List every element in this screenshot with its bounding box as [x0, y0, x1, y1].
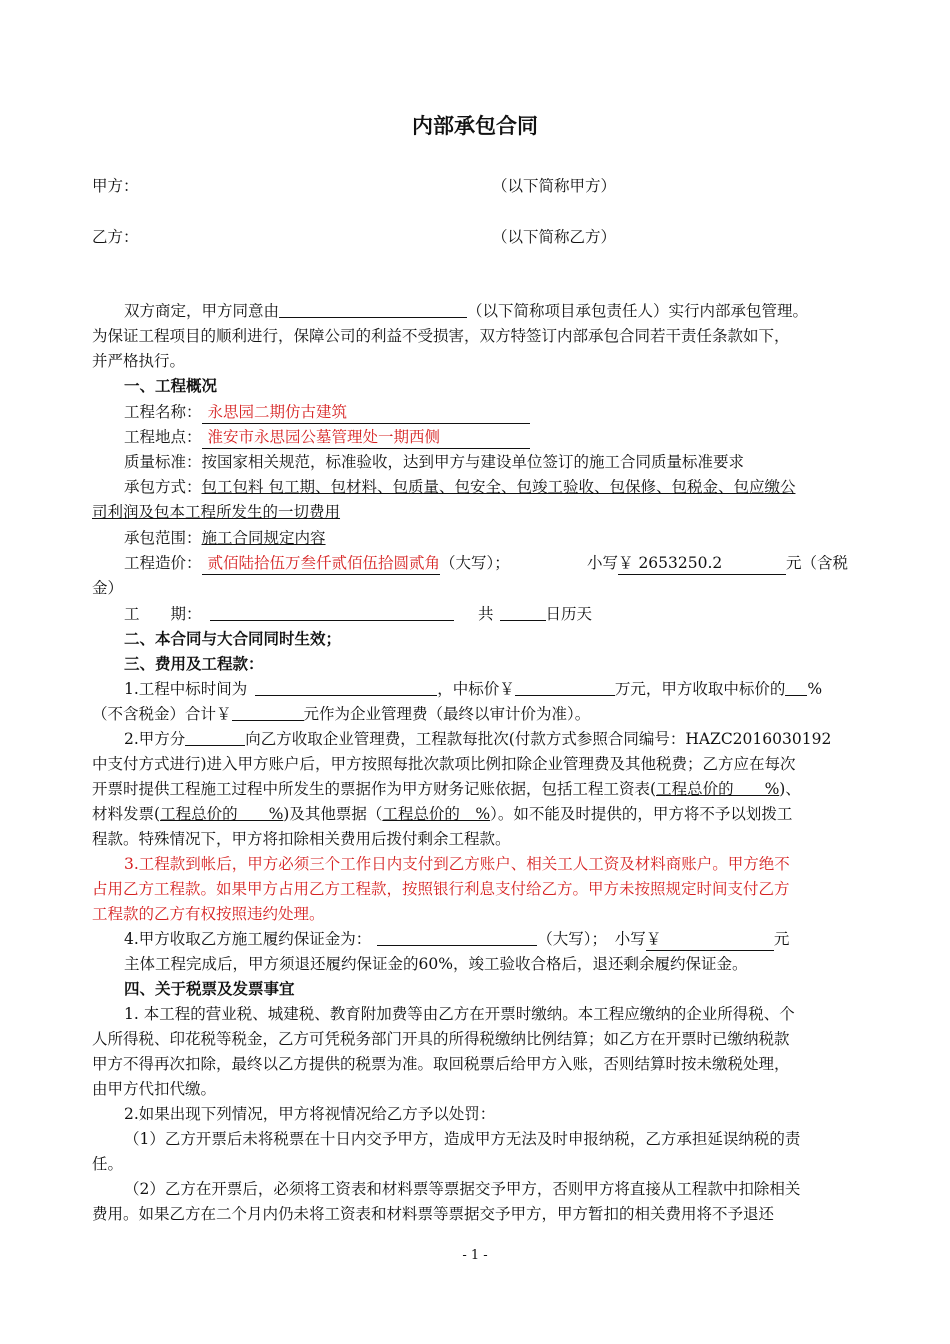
s3-p2-line-5: 程款。特殊情况下，甲方将扣除相关费用后拨付剩余工程款。 — [92, 830, 511, 848]
section-1-heading: 一、工程概况 — [124, 377, 218, 395]
s3-p1-e: （不含税金）合计￥ — [92, 705, 232, 723]
intro-line-1 — [124, 300, 808, 322]
s4-p1-line-2: 人所得税、印花税等税金，乙方可凭税务部门开具的所得税缴纳比例结算；如乙方在开票时已缴纳税款 — [92, 1030, 790, 1048]
period-label: 工 期： — [124, 605, 202, 623]
s4-p2-1-line-1: （1）乙方开票后未将税票在十日内交予甲方，造成甲方无法及时申报纳税，乙方承担延误纳税的责 — [124, 1130, 801, 1148]
s3-p2-a: 2.甲方分 — [124, 730, 186, 748]
cost-small-label: 小写 — [587, 554, 619, 572]
s3-p4-a: 4.甲方收取乙方施工履约保证金为： — [124, 930, 372, 948]
cost-small-row — [587, 552, 848, 575]
s4-p1-line-1: 1. 本工程的营业税、城建税、教育附加费等由乙方在开票时缴纳。本工程应缴纳的企业所得税、个 — [124, 1005, 795, 1023]
scope-label: 承包范围： — [124, 529, 202, 547]
section-3-heading: 三、费用及工程款： — [124, 655, 264, 673]
project-name-value: 永思园二期仿古建筑 — [202, 401, 530, 424]
cost-tax-note: （含税 — [801, 554, 849, 572]
s3-p2-f: )、 — [779, 780, 801, 798]
s3-p2-line-3 — [92, 778, 801, 800]
period-blank — [210, 604, 454, 621]
project-name-row — [124, 401, 530, 424]
s3-p2-line-1 — [124, 728, 831, 750]
project-site-value: 淮安市永思园公墓管理处一期西侧 — [202, 426, 530, 449]
project-site-label: 工程地点： — [124, 428, 202, 446]
cost-tax-note-2: 金） — [92, 579, 124, 597]
deposit-small-blank: ￥ — [646, 928, 774, 951]
period-row — [124, 603, 454, 625]
s3-p2-k: ）。如不能及时提供的，甲方将不予以划拨工 — [490, 805, 793, 823]
s4-p2-2-line-1: （2）乙方在开票后，必须将工资表和材料票等票据交予甲方，否则甲方将直接从工程款中扣除相关 — [124, 1180, 801, 1198]
s3-p2-d: 开票时提供工程施工过程中所发生的票据作为甲方财务记账依据，包括工程工资表( — [92, 780, 657, 798]
installments-blank — [185, 729, 245, 746]
intro-text-b: （以下简称项目承包责任人）实行内部承包管理。 — [467, 302, 809, 320]
project-site-row — [124, 426, 530, 449]
s4-p2-1-line-2: 任。 — [92, 1155, 124, 1173]
s3-p2-line-2: 中支付方式进行)进入甲方账户后，甲方按照每批次款项比例扣除企业管理费及其他税费；乙方应在每次 — [92, 755, 796, 773]
cost-unit: 元 — [786, 554, 802, 572]
s3-p1-d: % — [807, 680, 823, 698]
s3-p2-line-4 — [92, 803, 792, 825]
responsible-person-blank — [279, 301, 467, 318]
s3-p3-line-2: 占用乙方工程款。如果甲方占用乙方工程款，按照银行利息支付给乙方。甲方未按照规定时间支付乙方 — [92, 880, 790, 898]
deposit-words-blank — [377, 929, 537, 946]
party-a-label: 甲方： — [92, 177, 139, 195]
contract-mode-row — [124, 476, 795, 498]
scope-row — [124, 527, 326, 549]
s3-p1-f: 元作为企业管理费（最终以审计价为准）。 — [303, 705, 591, 723]
s3-p1-a: 1.工程中标时间为 — [124, 680, 248, 698]
cost-words-note: （大写）； — [440, 554, 510, 572]
party-b-label: 乙方： — [92, 228, 139, 246]
s4-p2: 2.如果出现下列情况，甲方将视情况给乙方予以处罚： — [124, 1105, 496, 1123]
cost-label: 工程造价： — [124, 554, 202, 572]
document-title: 内部承包合同 — [412, 114, 538, 138]
intro-line-2: 为保证工程项目的顺利进行，保障公司的利益不受损害，双方特签订内部承包合同若干责任条款如下， — [92, 327, 790, 345]
cost-row — [124, 552, 510, 575]
s3-p3-line-3: 工程款的乙方有权按照违约处理。 — [92, 905, 325, 923]
fee-percent-blank — [785, 679, 807, 696]
cost-words: 贰佰陆拾伍万叁仟贰佰伍拾圆贰角 — [202, 552, 441, 575]
fee-total-blank — [232, 704, 304, 721]
s3-p4-line-2: 主体工程完成后，甲方须退还履约保证金的60%，竣工验收合格后，退还剩余履约保证金。 — [124, 955, 748, 973]
intro-line-3: 并严格执行。 — [92, 352, 186, 370]
period-days-label: 日历天 — [545, 605, 593, 623]
s3-p2-b: 向乙方收取企业管理费，工程款每批次(付款方式参照合同编号：HAZC2016030192 — [245, 730, 832, 748]
cost-small-value: ￥ 2653250.2 — [618, 552, 786, 575]
s3-p1-line-2 — [92, 703, 590, 725]
period-total-label: 共 — [478, 605, 494, 623]
s4-p1-line-3: 甲方不得再次扣除，最终以乙方提供的税票为准。取回税票后给甲方入账，否则结算时按未缴税处理， — [92, 1055, 790, 1073]
s3-p2-e: 工程总价的 % — [656, 780, 780, 798]
period-total-row — [478, 603, 592, 625]
period-days-blank — [500, 604, 546, 621]
contract-mode-value-1: 包工包料 包工期、包材料、包质量、包安全、包竣工验收、包保修、包税金、包应缴公 — [201, 478, 796, 496]
quality-standard: 质量标准：按国家相关规范，标准验收，达到甲方与建设单位签订的施工合同质量标准要求 — [124, 453, 745, 471]
s3-p4-b: （大写）； 小写 — [537, 930, 646, 948]
contract-mode-label: 承包方式： — [124, 478, 202, 496]
scope-value: 施工合同规定内容 — [201, 529, 326, 547]
s3-p2-i: )及其他票据（ — [283, 805, 383, 823]
bid-price-blank — [515, 679, 615, 696]
party-a-note: （以下简称甲方） — [492, 177, 617, 195]
s3-p1-b: ，中标价￥ — [437, 680, 515, 698]
s3-p2-g: 材料发票( — [92, 805, 161, 823]
s3-p2-j: 工程总价的 % — [382, 805, 491, 823]
s3-p3-line-1: 3.工程款到帐后，甲方必须三个工作日内支付到乙方账户、相关工人工资及材料商账户。甲方绝不 — [124, 855, 790, 873]
s3-p2-h: 工程总价的 % — [160, 805, 284, 823]
s3-p1-line-1 — [124, 678, 822, 700]
bid-date-blank — [255, 679, 437, 696]
s4-p2-2-line-2: 费用。如果乙方在二个月内仍未将工资表和材料票等票据交予甲方，甲方暂扣的相关费用将不予退还 — [92, 1205, 775, 1223]
s4-p1-line-4: 由甲方代扣代缴。 — [92, 1080, 217, 1098]
s3-p4-d: 元 — [773, 930, 790, 948]
project-name-label: 工程名称： — [124, 403, 202, 421]
section-4-heading: 四、关于税票及发票事宜 — [124, 980, 295, 998]
intro-text-a: 双方商定，甲方同意由 — [124, 302, 280, 320]
section-2-heading: 二、本合同与大合同同时生效； — [124, 630, 342, 648]
page-number: - 1 - — [462, 1248, 488, 1263]
party-b-note: （以下简称乙方） — [492, 228, 617, 246]
s3-p4-line-1 — [124, 928, 789, 951]
contract-mode-value-2: 司利润及包本工程所发生的一切费用 — [92, 503, 341, 521]
s3-p1-c: 万元，甲方收取中标价的 — [614, 680, 786, 698]
